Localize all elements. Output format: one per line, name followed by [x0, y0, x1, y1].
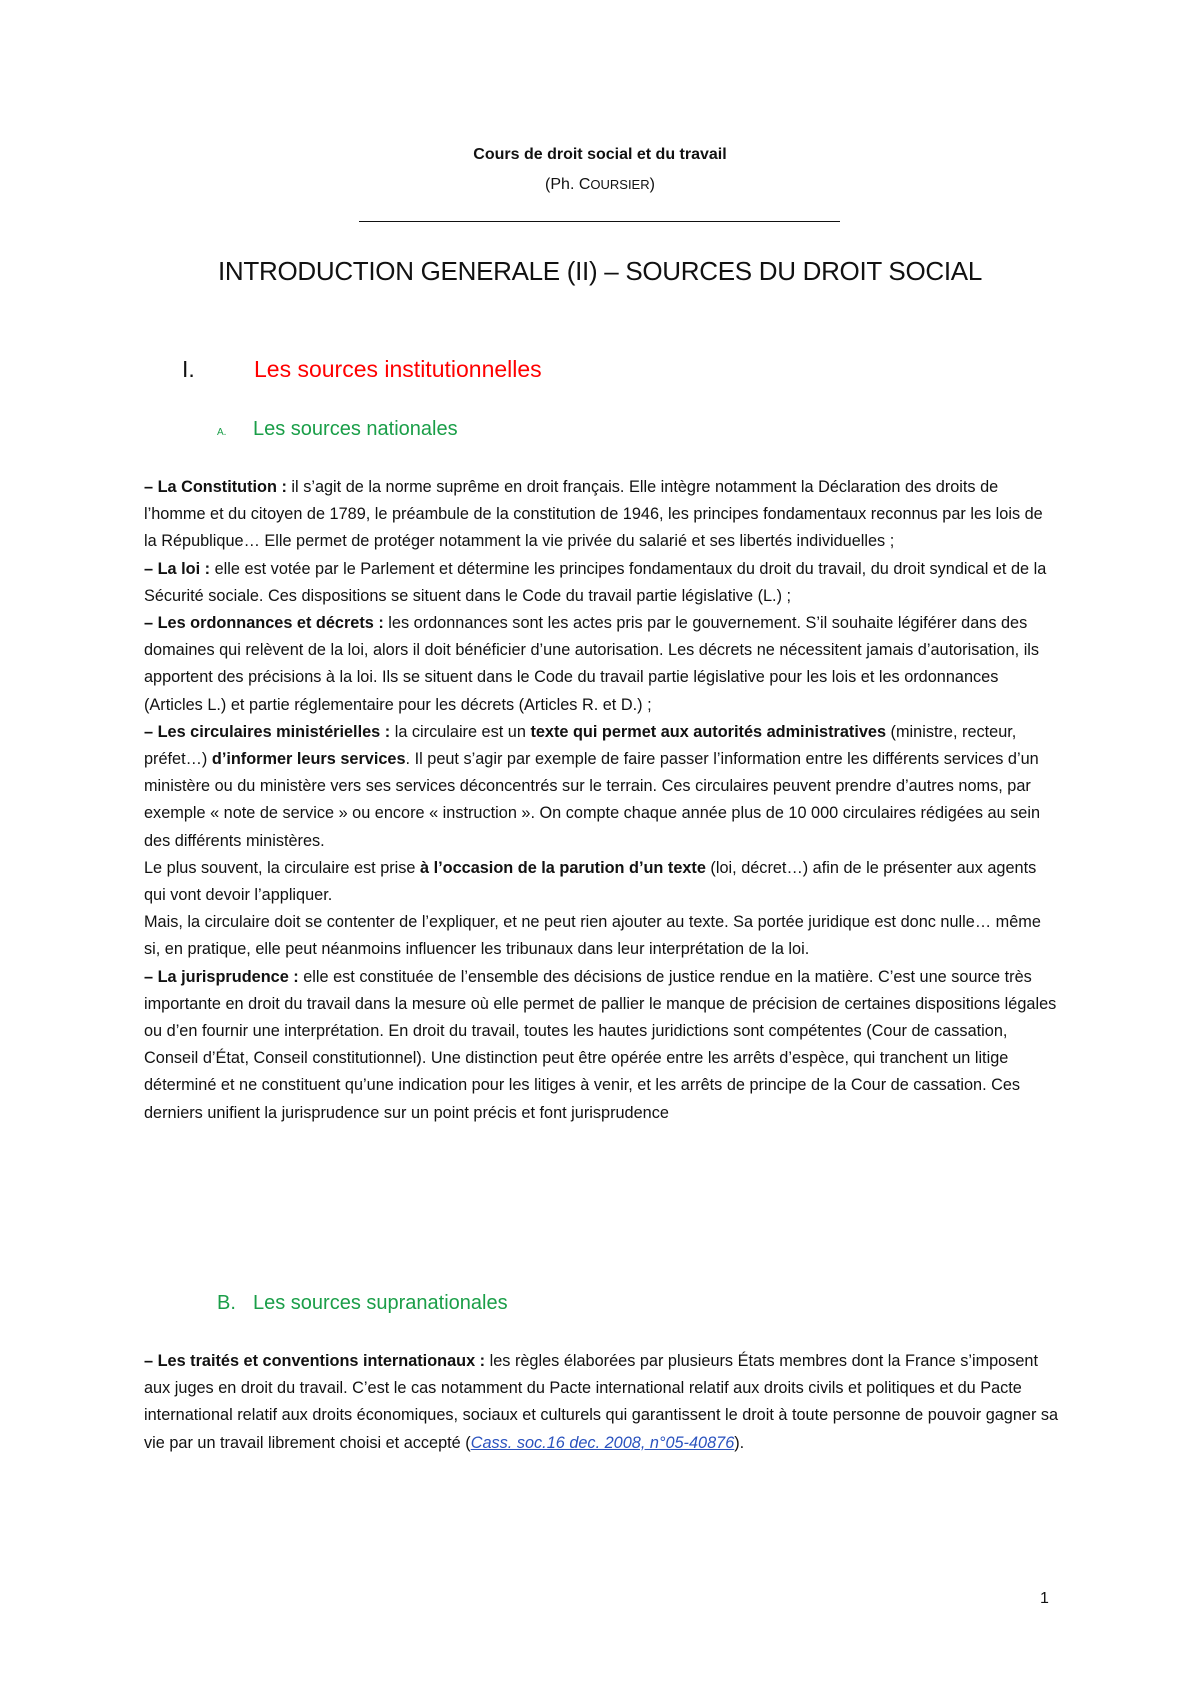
case-citation-link[interactable]: Cass. soc.16 dec. 2008, n°05-40876 — [470, 1433, 735, 1452]
section-heading-1 — [182, 356, 542, 383]
paragraph-jurisprudence — [144, 964, 1059, 1127]
subsection-number-b: B. — [217, 1292, 236, 1314]
text-loi: elle est votée par le Parlement et détermine les principes fondamentaux du droit du travail, du droit syndical et de la Sécurité sociale. Ces dispositions se situent dans le Code du travail partie législative (L.) ; — [144, 559, 1047, 605]
national-sources-body — [144, 474, 1059, 1127]
text-traites-end: ). — [734, 1433, 745, 1452]
subsection-number-a: A. — [217, 427, 227, 438]
section-title: Les sources institutionnelles — [254, 356, 542, 382]
subsection-heading-b — [217, 1292, 508, 1315]
author-open: (Ph. C — [545, 176, 591, 193]
term-loi: – La loi : — [144, 559, 211, 578]
paragraph-constitution — [144, 474, 1059, 556]
paragraph-loi — [144, 556, 1059, 610]
paragraph-traites — [144, 1348, 1059, 1457]
subsection-heading-a — [217, 418, 458, 441]
page-number: 1 — [1040, 1590, 1049, 1607]
section-number: I. — [182, 356, 195, 382]
emphasis-circulaires-2: d’informer leurs services — [211, 750, 406, 769]
text-occasion-1: Le plus souvent, la circulaire est prise — [144, 858, 421, 877]
supranational-sources-body — [144, 1348, 1059, 1457]
paragraph-circulaires — [144, 719, 1059, 855]
subsection-title-a: Les sources nationales — [253, 418, 458, 440]
paragraph-circulaire-portee: Mais, la circulaire doit se contenter de l’expliquer, et ne peut rien ajouter au texte. Sa portée juridique est donc nulle… même si, en pratique, elle peut néanmoins influencer les tribunaux dans leur interprétation de la loi. — [144, 913, 1041, 959]
course-title: Cours de droit social et du travail — [473, 146, 727, 163]
text-circulaires-2: (ministre, recteur, préfet…) — [144, 722, 1017, 769]
author-small-caps: OURSIER — [590, 177, 650, 192]
text-circulaires-3: . Il peut s’agir par exemple de faire passer l’information entre les différents services d’un ministère ou du ministère vers ses services déconcentrés sur le terrain. Ces circulaires peuvent prendre d’autres noms, par exemple « note de service » ou encore « instruction ». On compte chaque année plus de 10 000 circulaires rédigées au sein des différents ministères. — [144, 750, 1041, 850]
course-author — [0, 176, 1200, 194]
term-jurisprudence: – La jurisprudence : — [144, 967, 299, 986]
subsection-title-b: Les sources supranationales — [253, 1292, 508, 1314]
text-constitution: il s’agit de la norme suprême en droit français. Elle intègre notamment la Déclaration des droits de l’homme et du citoyen de 1789, le préambule de la constitution de 1946, les principes fondamentaux reconnus par les lois de la République… Elle permet de protéger notamment la vie privée du salarié et ses libertés individuelles ; — [144, 478, 1043, 551]
text-jurisprudence: elle est constituée de l’ensemble des décisions de justice rendue en la matière. C’est une source très importante en droit du travail dans la mesure où elle permet de pallier le manque de précision de certaines dispositions légales ou d’en fournir une interprétation. En droit du travail, toutes les hautes juridictions sont compétentes (Cour de cassation, Conseil d’État, Conseil constitutionnel). Une distinction peut être opérée entre les arrêts d’espèce, qui tranchent un litige déterminé et ne constituent qu’une indication pour les litiges à venir, et les arrêts de principe de la Cour de cassation. Ces derniers unifient la jurisprudence sur un point précis et font jurisprudence — [144, 967, 1057, 1122]
text-occasion-2: (loi, décret…) afin de le présenter aux agents qui vont devoir l’appliquer. — [144, 858, 1037, 905]
paragraph-circulaire-occasion — [144, 855, 1059, 909]
author-close: ) — [649, 176, 655, 193]
text-traites: les règles élaborées par plusieurs États membres dont la France s’imposent aux juges en droit du travail. C’est le cas notamment du Pacte international relatif aux droits civils et politiques et du Pacte international relatif aux droits économiques, sociaux et culturels qui garantissent le droit à toute personne de pouvoir gagner sa vie par un travail librement choisi et accepté ( — [144, 1352, 1059, 1452]
term-ordonnances: – Les ordonnances et décrets : — [144, 614, 384, 633]
emphasis-circulaires-1: texte qui permet aux autorités administratives — [530, 722, 887, 741]
term-traites: – Les traités et conventions internationaux : — [144, 1352, 486, 1370]
header-divider — [359, 221, 840, 222]
term-constitution: – La Constitution : — [144, 478, 287, 496]
text-circulaires-1: la circulaire est un — [390, 722, 531, 741]
term-circulaires: – Les circulaires ministérielles : — [144, 722, 391, 741]
main-title: INTRODUCTION GENERALE (II) – SOURCES DU DROIT SOCIAL — [217, 256, 983, 286]
paragraph-ordonnances — [144, 610, 1059, 719]
emphasis-occasion: à l’occasion de la parution d’un texte — [420, 858, 706, 877]
text-ordonnances: les ordonnances sont les actes pris par le gouvernement. S’il souhaite légiférer dans des domaines qui relèvent de la loi, alors il doit bénéficier d’une autorisation. Les décrets ne nécessitent jamais d’autorisation, ils apportent des précisions à la loi. Ils se situent dans le Code du travail partie législative pour les lois et les ordonnances (Articles L.) et partie réglementaire pour les décrets (Articles R. et D.) ; — [144, 614, 1040, 714]
